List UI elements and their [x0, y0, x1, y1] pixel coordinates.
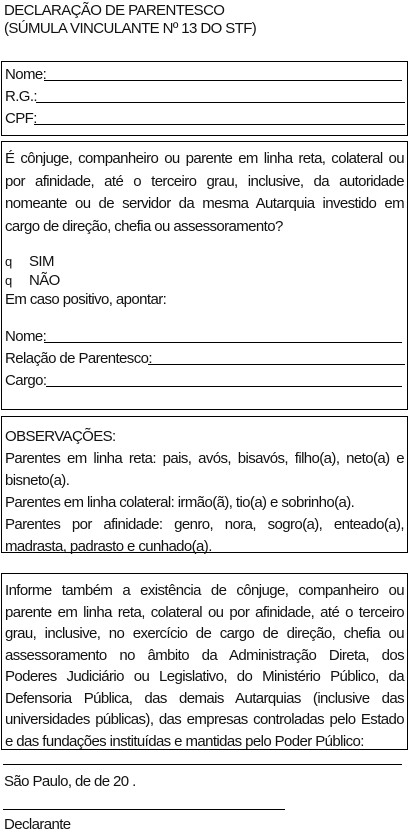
- rg-label: R.G.:: [5, 88, 38, 105]
- relative-name-label: Nome:: [5, 328, 47, 345]
- name-field[interactable]: [44, 80, 402, 81]
- place-date: São Paulo, de de 20 .: [4, 773, 136, 790]
- document-title-block: [4, 2, 256, 38]
- name-label: Nome:: [5, 66, 47, 83]
- identification-box: [1, 61, 408, 136]
- signature-line[interactable]: [3, 809, 285, 810]
- option-yes[interactable]: [2, 252, 407, 271]
- checkbox-icon[interactable]: q: [5, 273, 12, 288]
- option-yes-label: SIM: [29, 253, 54, 270]
- relation-line: [2, 348, 407, 370]
- observation-straight-line: Parentes em linha reta: pais, avós, bisavós, filho(a), neto(a) e bisneto(a).: [5, 450, 404, 489]
- cpf-line: [2, 108, 407, 130]
- option-no[interactable]: [2, 271, 407, 290]
- declaration-answer-line[interactable]: [3, 764, 402, 765]
- signer-label: Declarante: [4, 816, 71, 833]
- name-line: [2, 64, 407, 86]
- document-subtitle: (SÚMULA VINCULANTE Nº 13 DO STF): [4, 20, 257, 37]
- relation-field[interactable]: [148, 364, 405, 365]
- relative-name-line: [2, 326, 407, 348]
- observations-heading: OBSERVAÇÕES:: [5, 428, 116, 445]
- relation-label: Relação de Parentesco:: [5, 350, 152, 367]
- observations-box: [1, 416, 408, 553]
- role-field[interactable]: [46, 386, 402, 387]
- inform-box: [1, 573, 408, 750]
- cpf-field[interactable]: [34, 124, 405, 125]
- document-title: DECLARAÇÃO DE PARENTESCO: [4, 2, 225, 19]
- observation-affinity: Parentes por afinidade: genro, nora, sogro(a), enteado(a), madrasta, padrasto e cunhado(a).: [5, 516, 404, 555]
- rg-field[interactable]: [36, 102, 405, 103]
- question-text: É cônjuge, companheiro ou parente em linha reta, colateral ou por afinidade, até o terceiro grau, inclusive, da autoridade nomeante ou de servidor da mesma Autarquia investido em cargo de direção, chefia ou assessoramento?: [5, 150, 404, 235]
- observation-collateral: Parentes em linha colateral: irmão(ã), tio(a) e sobrinho(a).: [5, 494, 355, 511]
- role-label: Cargo:: [5, 372, 47, 389]
- option-no-label: NÃO: [29, 272, 60, 289]
- rg-line: [2, 86, 407, 108]
- question-box: [1, 141, 408, 410]
- checkbox-icon[interactable]: q: [5, 254, 12, 269]
- relative-name-field[interactable]: [44, 342, 402, 343]
- inform-text: Informe também a existência de cônjuge, companheiro ou parente em linha reta, colateral ou por afinidade, até o terceiro grau, inclusive, no exercício de cargo de direção, chefia ou assessoramento no âmbito da Administração Direta, dos Poderes Judiciário ou Legislativo, do Ministério Público, da Defensoria Pública, das demais Autarquias (inclusive das universidades públicas), das empresas controladas pelo Estado e das fundações instituídas e mantidas pelo Poder Público:: [5, 582, 404, 750]
- if-positive-text: Em caso positivo, apontar:: [5, 291, 167, 308]
- cpf-label: CPF:: [5, 110, 37, 127]
- role-line: [2, 370, 407, 392]
